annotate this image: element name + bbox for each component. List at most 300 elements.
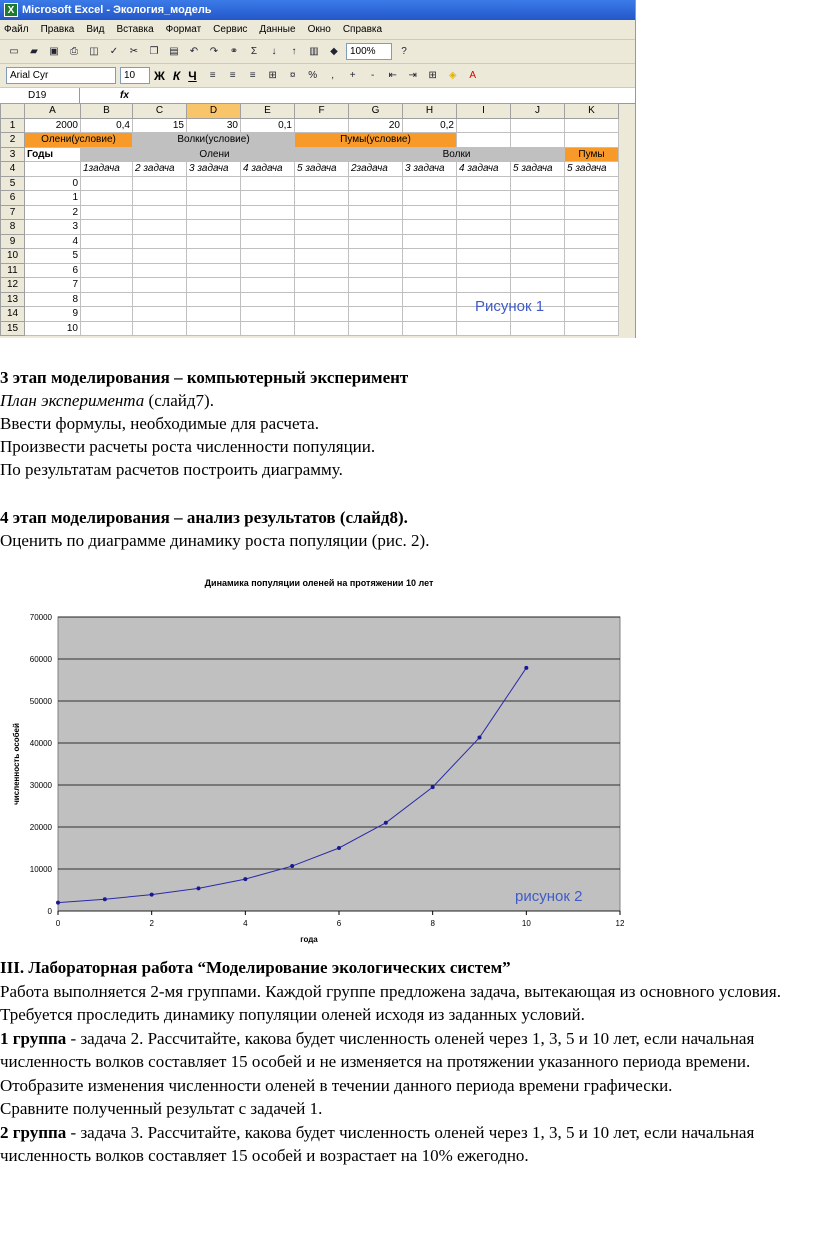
font-size-select[interactable]: 10 [120, 67, 150, 84]
cell[interactable] [457, 205, 511, 220]
drawing-icon[interactable]: ◆ [330, 45, 338, 57]
bold-icon[interactable]: Ж [154, 68, 165, 83]
figure-2-label: рисунок 2 [515, 888, 583, 905]
cell[interactable] [133, 176, 187, 191]
cell[interactable] [511, 249, 565, 264]
menu-insert[interactable]: Вставка [116, 24, 154, 35]
cell[interactable] [349, 263, 403, 278]
cell[interactable] [187, 321, 241, 336]
cell[interactable] [511, 278, 565, 293]
sheet-row [1, 147, 619, 162]
underline-icon[interactable]: Ч [188, 68, 197, 83]
font-name-select[interactable]: Arial Cyr [6, 67, 116, 84]
cell[interactable] [457, 249, 511, 264]
cell[interactable] [349, 191, 403, 206]
cell[interactable] [457, 176, 511, 191]
undo-icon[interactable]: ↶ [189, 45, 199, 57]
sheet-row [1, 176, 619, 191]
cell[interactable] [295, 191, 349, 206]
year-cell[interactable]: 2 [25, 205, 81, 220]
autosum-icon[interactable]: Σ [250, 45, 258, 57]
preview-icon[interactable]: ◫ [89, 45, 99, 57]
menu-view[interactable]: Вид [86, 24, 105, 35]
cell[interactable] [403, 205, 457, 220]
task-header-cell[interactable]: 5 задача [295, 162, 349, 177]
cell[interactable] [81, 205, 133, 220]
cell[interactable] [187, 292, 241, 307]
column-header[interactable]: H [403, 104, 457, 119]
cell[interactable] [295, 263, 349, 278]
paste-icon[interactable]: ▤ [169, 45, 179, 57]
data-point [243, 877, 247, 881]
cell[interactable] [295, 249, 349, 264]
sheet-row [1, 162, 619, 177]
copy-icon[interactable]: ❐ [149, 45, 159, 57]
cell[interactable] [457, 263, 511, 278]
cell[interactable] [511, 118, 565, 133]
cell[interactable] [457, 321, 511, 336]
cell[interactable] [349, 321, 403, 336]
data-point [150, 893, 154, 897]
group2-text: - задача 3. Рассчитайте, какова будет численность оленей через 1, 3, 5 и 10 лет, если начальная численность волков составляет 15 особей и возрастает на 10% ежегодно. [0, 1122, 755, 1165]
data-point [524, 666, 528, 670]
x-tick-label: 6 [336, 919, 342, 928]
cell[interactable] [403, 292, 457, 307]
save-icon[interactable]: ▣ [49, 45, 59, 57]
cell[interactable] [81, 307, 133, 322]
row-header[interactable]: 15 [1, 321, 25, 336]
cell[interactable] [565, 118, 619, 133]
outdent-icon[interactable]: ⇤ [388, 69, 397, 81]
cell[interactable] [565, 263, 619, 278]
year-cell[interactable]: 3 [25, 220, 81, 235]
cell[interactable] [187, 220, 241, 235]
row-header[interactable]: 1 [1, 118, 25, 133]
cell[interactable] [565, 278, 619, 293]
cell[interactable] [349, 234, 403, 249]
cell[interactable] [81, 321, 133, 336]
deer-header-cell[interactable]: Олени [81, 147, 349, 162]
data-point [337, 846, 341, 850]
cell[interactable] [187, 278, 241, 293]
wolves-condition-cell[interactable]: Волки(условие) [133, 133, 295, 148]
menu-help[interactable]: Справка [342, 24, 383, 35]
cell[interactable] [133, 278, 187, 293]
cell[interactable] [565, 292, 619, 307]
task-header-cell[interactable]: 5 задача [565, 162, 619, 177]
cell[interactable] [133, 321, 187, 336]
group1-text: - задача 2. Рассчитайте, какова будет численность оленей через 1, 3, 5 и 10 лет, если начальная численность волков составляет 15 особей и не изменяется на протяжении указанного периода времени. [0, 1028, 755, 1071]
data-point [290, 864, 294, 868]
cell[interactable] [25, 162, 81, 177]
task-header-cell[interactable]: 2задача [349, 162, 403, 177]
cell[interactable] [403, 176, 457, 191]
row-header[interactable]: 6 [1, 191, 25, 206]
row-header[interactable]: 11 [1, 263, 25, 278]
sheet-row [1, 133, 619, 148]
cell[interactable] [349, 307, 403, 322]
name-box[interactable]: D19 [0, 88, 80, 103]
data-point [478, 736, 482, 740]
cell[interactable] [511, 321, 565, 336]
stage4-heading: 4 этап моделирования – анализ результатов (слайд8). [0, 508, 408, 527]
sheet-row [1, 191, 619, 206]
year-cell[interactable]: 6 [25, 263, 81, 278]
align-center-icon[interactable]: ≡ [229, 69, 236, 81]
column-header[interactable]: E [241, 104, 295, 119]
cell[interactable] [133, 249, 187, 264]
cell[interactable] [81, 278, 133, 293]
cell[interactable] [241, 234, 295, 249]
row-header[interactable]: 14 [1, 307, 25, 322]
sheet-row [1, 220, 619, 235]
cell[interactable] [295, 176, 349, 191]
cell[interactable] [187, 191, 241, 206]
menu-bar [0, 20, 635, 40]
deer-condition-cell[interactable]: Олени(условие) [25, 133, 133, 148]
cut-icon[interactable]: ✂ [129, 45, 139, 57]
cell[interactable] [133, 220, 187, 235]
task-header-cell[interactable]: 3 задача [403, 162, 457, 177]
cell-f1[interactable] [295, 118, 349, 133]
chart-title: Динамика популяции оленей на протяжении 10 лет [204, 578, 434, 588]
standard-toolbar [0, 40, 635, 64]
group2-paragraph [0, 1121, 816, 1168]
y-tick-label: 30000 [29, 781, 52, 790]
cell[interactable] [457, 118, 511, 133]
cell[interactable] [187, 263, 241, 278]
cell[interactable] [565, 249, 619, 264]
data-point [384, 821, 388, 825]
spelling-icon[interactable]: ✓ [109, 45, 119, 57]
wolves-header-cell[interactable]: Волки [349, 147, 565, 162]
window-title: Microsoft Excel - Экология_модель [22, 4, 212, 16]
cell-b1[interactable]: 0,4 [81, 118, 133, 133]
corner-cell[interactable] [1, 104, 25, 119]
cell[interactable] [403, 307, 457, 322]
row-header[interactable]: 13 [1, 292, 25, 307]
task-header-cell[interactable]: 2 задача [133, 162, 187, 177]
redo-icon[interactable]: ↷ [209, 45, 219, 57]
cell[interactable] [565, 220, 619, 235]
cell[interactable] [81, 176, 133, 191]
group2-label: 2 группа [0, 1122, 67, 1142]
sort-asc-icon[interactable]: ↓ [271, 45, 277, 57]
cell[interactable] [349, 292, 403, 307]
cell[interactable] [241, 205, 295, 220]
cell[interactable] [295, 307, 349, 322]
cell[interactable] [133, 263, 187, 278]
excel-window [0, 0, 636, 338]
excel-icon: X [4, 3, 18, 17]
y-tick-label: 40000 [29, 739, 52, 748]
fx-icon[interactable]: fx [120, 90, 129, 101]
font-color-icon[interactable]: A [469, 69, 477, 81]
data-point [56, 901, 60, 905]
y-tick-label: 0 [47, 907, 52, 916]
cell[interactable] [565, 133, 619, 148]
cell[interactable] [511, 133, 565, 148]
cell[interactable] [81, 249, 133, 264]
column-header[interactable]: G [349, 104, 403, 119]
cell[interactable] [295, 292, 349, 307]
sheet-row [1, 118, 619, 133]
menu-window[interactable]: Окно [307, 24, 331, 35]
borders-icon[interactable]: ⊞ [428, 69, 437, 81]
cell[interactable] [187, 307, 241, 322]
cell[interactable] [403, 220, 457, 235]
row-header[interactable]: 8 [1, 220, 25, 235]
x-tick-label: 0 [55, 919, 61, 928]
cell[interactable] [403, 278, 457, 293]
cell[interactable] [295, 278, 349, 293]
cell[interactable] [187, 205, 241, 220]
year-cell[interactable]: 5 [25, 249, 81, 264]
task-graph-line: Отобразите изменения численности оленей в течении данного периода времени графически. [0, 1075, 673, 1095]
zoom-select[interactable]: 100% [346, 43, 392, 60]
menu-data[interactable]: Данные [259, 24, 296, 35]
thousands-icon[interactable]: , [331, 69, 335, 81]
year-cell[interactable]: 9 [25, 307, 81, 322]
cell[interactable] [187, 234, 241, 249]
plan-slide: (слайд7). [144, 391, 214, 410]
lab-section [0, 956, 816, 1168]
cell[interactable] [133, 234, 187, 249]
cell[interactable] [241, 278, 295, 293]
cell[interactable] [565, 176, 619, 191]
indent-icon[interactable]: ⇥ [408, 69, 417, 81]
y-tick-label: 60000 [29, 655, 52, 664]
figure-1-label: Рисунок 1 [475, 298, 545, 315]
print-icon[interactable]: ⎙ [70, 45, 78, 57]
merge-icon[interactable]: ⊞ [268, 69, 277, 81]
cell[interactable] [295, 205, 349, 220]
title-bar [0, 0, 635, 20]
year-cell[interactable]: 1 [25, 191, 81, 206]
year-cell[interactable]: 7 [25, 278, 81, 293]
cell[interactable] [511, 263, 565, 278]
fill-color-icon[interactable]: ◈ [448, 69, 457, 81]
x-tick-label: 10 [521, 919, 531, 928]
cell[interactable] [565, 321, 619, 336]
cell[interactable] [565, 234, 619, 249]
x-axis-label: года [300, 935, 318, 944]
menu-edit[interactable]: Правка [40, 24, 75, 35]
formatting-toolbar [0, 64, 635, 88]
decrease-decimal-icon[interactable]: - [371, 69, 375, 81]
x-tick-label: 2 [149, 919, 154, 928]
cell[interactable] [133, 191, 187, 206]
cell[interactable] [457, 220, 511, 235]
lab-heading: III. Лабораторная работа “Моделирование экологических систем” [0, 958, 511, 977]
column-header-row [1, 104, 619, 119]
cell[interactable] [295, 234, 349, 249]
stage3-heading: 3 этап моделирования – компьютерный эксперимент [0, 368, 409, 387]
group1-paragraph [0, 1027, 816, 1074]
menu-tools[interactable]: Сервис [213, 24, 248, 35]
increase-decimal-icon[interactable]: + [349, 69, 356, 81]
task-header-cell[interactable]: 5 задача [511, 162, 565, 177]
column-header[interactable]: F [295, 104, 349, 119]
group1-label: 1 группа [0, 1028, 67, 1048]
year-cell[interactable]: 8 [25, 292, 81, 307]
year-cell[interactable]: 10 [25, 321, 81, 336]
row-header[interactable]: 2 [1, 133, 25, 148]
row-header[interactable]: 9 [1, 234, 25, 249]
column-header[interactable]: B [81, 104, 133, 119]
cell[interactable] [295, 321, 349, 336]
cell[interactable] [511, 176, 565, 191]
cell[interactable] [457, 234, 511, 249]
task-header-cell[interactable]: 4 задача [241, 162, 295, 177]
lab-intro: Работа выполняется 2-мя группами. Каждой группе предложена задача, вытекающая из основного условия. Требуется проследить динамику популяции оленей исходя из заданных условий. [0, 981, 781, 1024]
cell[interactable] [349, 249, 403, 264]
cell[interactable] [511, 234, 565, 249]
sheet-row [1, 263, 619, 278]
formula-bar [0, 88, 635, 104]
sheet-row [1, 321, 619, 336]
data-point [197, 886, 201, 890]
cell[interactable] [349, 205, 403, 220]
hyperlink-icon[interactable]: ⚭ [229, 45, 239, 57]
column-header[interactable]: K [565, 104, 619, 119]
x-tick-label: 8 [430, 919, 435, 928]
cell[interactable] [403, 191, 457, 206]
menu-format[interactable]: Формат [165, 24, 202, 35]
cell[interactable] [511, 205, 565, 220]
year-cell[interactable]: 4 [25, 234, 81, 249]
cell[interactable] [349, 220, 403, 235]
cell[interactable] [565, 191, 619, 206]
row-header[interactable]: 10 [1, 249, 25, 264]
stage4-line: Оценить по диаграмме динамику роста популяции (рис. 2). [0, 531, 430, 550]
cell[interactable] [133, 307, 187, 322]
y-tick-label: 20000 [29, 823, 52, 832]
cell[interactable] [241, 321, 295, 336]
cell[interactable] [133, 205, 187, 220]
cell[interactable] [241, 307, 295, 322]
cell[interactable] [81, 234, 133, 249]
cell[interactable] [349, 278, 403, 293]
new-icon[interactable]: ▭ [9, 45, 19, 57]
year-cell[interactable]: 0 [25, 176, 81, 191]
cell-e1[interactable]: 0,1 [241, 118, 295, 133]
cell[interactable] [241, 249, 295, 264]
column-header[interactable]: I [457, 104, 511, 119]
data-point [103, 897, 107, 901]
chart-icon[interactable]: ▥ [309, 45, 319, 57]
stage3-line: Ввести формулы, необходимые для расчета. [0, 414, 319, 433]
cell[interactable] [295, 220, 349, 235]
italic-icon[interactable]: К [172, 68, 181, 83]
cell[interactable] [133, 292, 187, 307]
cell[interactable] [565, 205, 619, 220]
cell[interactable] [403, 263, 457, 278]
task-header-cell[interactable]: 4 задача [457, 162, 511, 177]
cell[interactable] [241, 220, 295, 235]
cell[interactable] [241, 292, 295, 307]
cell[interactable] [187, 249, 241, 264]
stage3-line: Произвести расчеты роста численности популяции. [0, 437, 376, 456]
column-header-selected[interactable]: D [187, 104, 241, 119]
row-header[interactable]: 5 [1, 176, 25, 191]
population-chart [0, 570, 636, 952]
plan-label: План эксперимента [0, 391, 145, 410]
cell[interactable] [403, 234, 457, 249]
compare-line: Сравните полученный результат с задачей 1. [0, 1099, 323, 1118]
task-header-cell[interactable]: 3 задача [187, 162, 241, 177]
menu-file[interactable]: Файл [4, 24, 29, 35]
cell[interactable] [241, 263, 295, 278]
cell[interactable] [457, 278, 511, 293]
cell[interactable] [81, 263, 133, 278]
sheet-row [1, 205, 619, 220]
cell[interactable] [241, 176, 295, 191]
open-icon[interactable]: ▰ [30, 45, 38, 57]
cell-a1[interactable]: 2000 [25, 118, 81, 133]
cell[interactable] [511, 191, 565, 206]
percent-icon[interactable]: % [308, 69, 318, 81]
cell[interactable] [81, 220, 133, 235]
sort-desc-icon[interactable]: ↑ [291, 45, 297, 57]
row-header[interactable]: 12 [1, 278, 25, 293]
cell[interactable] [349, 176, 403, 191]
column-header[interactable]: C [133, 104, 187, 119]
sheet-row [1, 234, 619, 249]
cell[interactable] [81, 191, 133, 206]
cell-c1[interactable]: 15 [133, 118, 187, 133]
sheet-row [1, 278, 619, 293]
years-header-cell[interactable]: Годы [25, 147, 81, 162]
cell-h1[interactable]: 0,2 [403, 118, 457, 133]
row-header[interactable]: 3 [1, 147, 25, 162]
cell[interactable] [241, 191, 295, 206]
x-tick-label: 12 [615, 919, 625, 928]
cell-d1[interactable]: 30 [187, 118, 241, 133]
cell[interactable] [81, 292, 133, 307]
x-tick-label: 4 [243, 919, 248, 928]
plan-line [0, 389, 214, 412]
cell[interactable] [403, 321, 457, 336]
data-point [431, 785, 435, 789]
sheet-row [1, 249, 619, 264]
cell[interactable] [457, 191, 511, 206]
stage3-line: По результатам расчетов построить диаграмму. [0, 460, 343, 479]
column-header[interactable]: A [25, 104, 81, 119]
task-header-cell[interactable]: 1задача [81, 162, 133, 177]
align-left-icon[interactable]: ≡ [209, 69, 216, 81]
cell[interactable] [511, 220, 565, 235]
row-header[interactable]: 4 [1, 162, 25, 177]
y-tick-label: 10000 [29, 865, 52, 874]
cell[interactable] [403, 249, 457, 264]
cell-g1[interactable]: 20 [349, 118, 403, 133]
column-header[interactable]: J [511, 104, 565, 119]
plot-area [58, 617, 620, 911]
cell[interactable] [187, 176, 241, 191]
y-axis-label: численность особей [12, 723, 21, 805]
align-right-icon[interactable]: ≡ [249, 69, 256, 81]
cell[interactable] [457, 133, 511, 148]
currency-icon[interactable]: ¤ [289, 69, 296, 81]
cell[interactable] [565, 307, 619, 322]
y-tick-label: 50000 [29, 697, 52, 706]
row-header[interactable]: 7 [1, 205, 25, 220]
help-icon[interactable]: ? [401, 45, 407, 57]
pumas-condition-cell[interactable]: Пумы(условие) [295, 133, 457, 148]
pumas-header-cell[interactable]: Пумы [565, 147, 619, 162]
y-tick-label: 70000 [29, 613, 52, 622]
